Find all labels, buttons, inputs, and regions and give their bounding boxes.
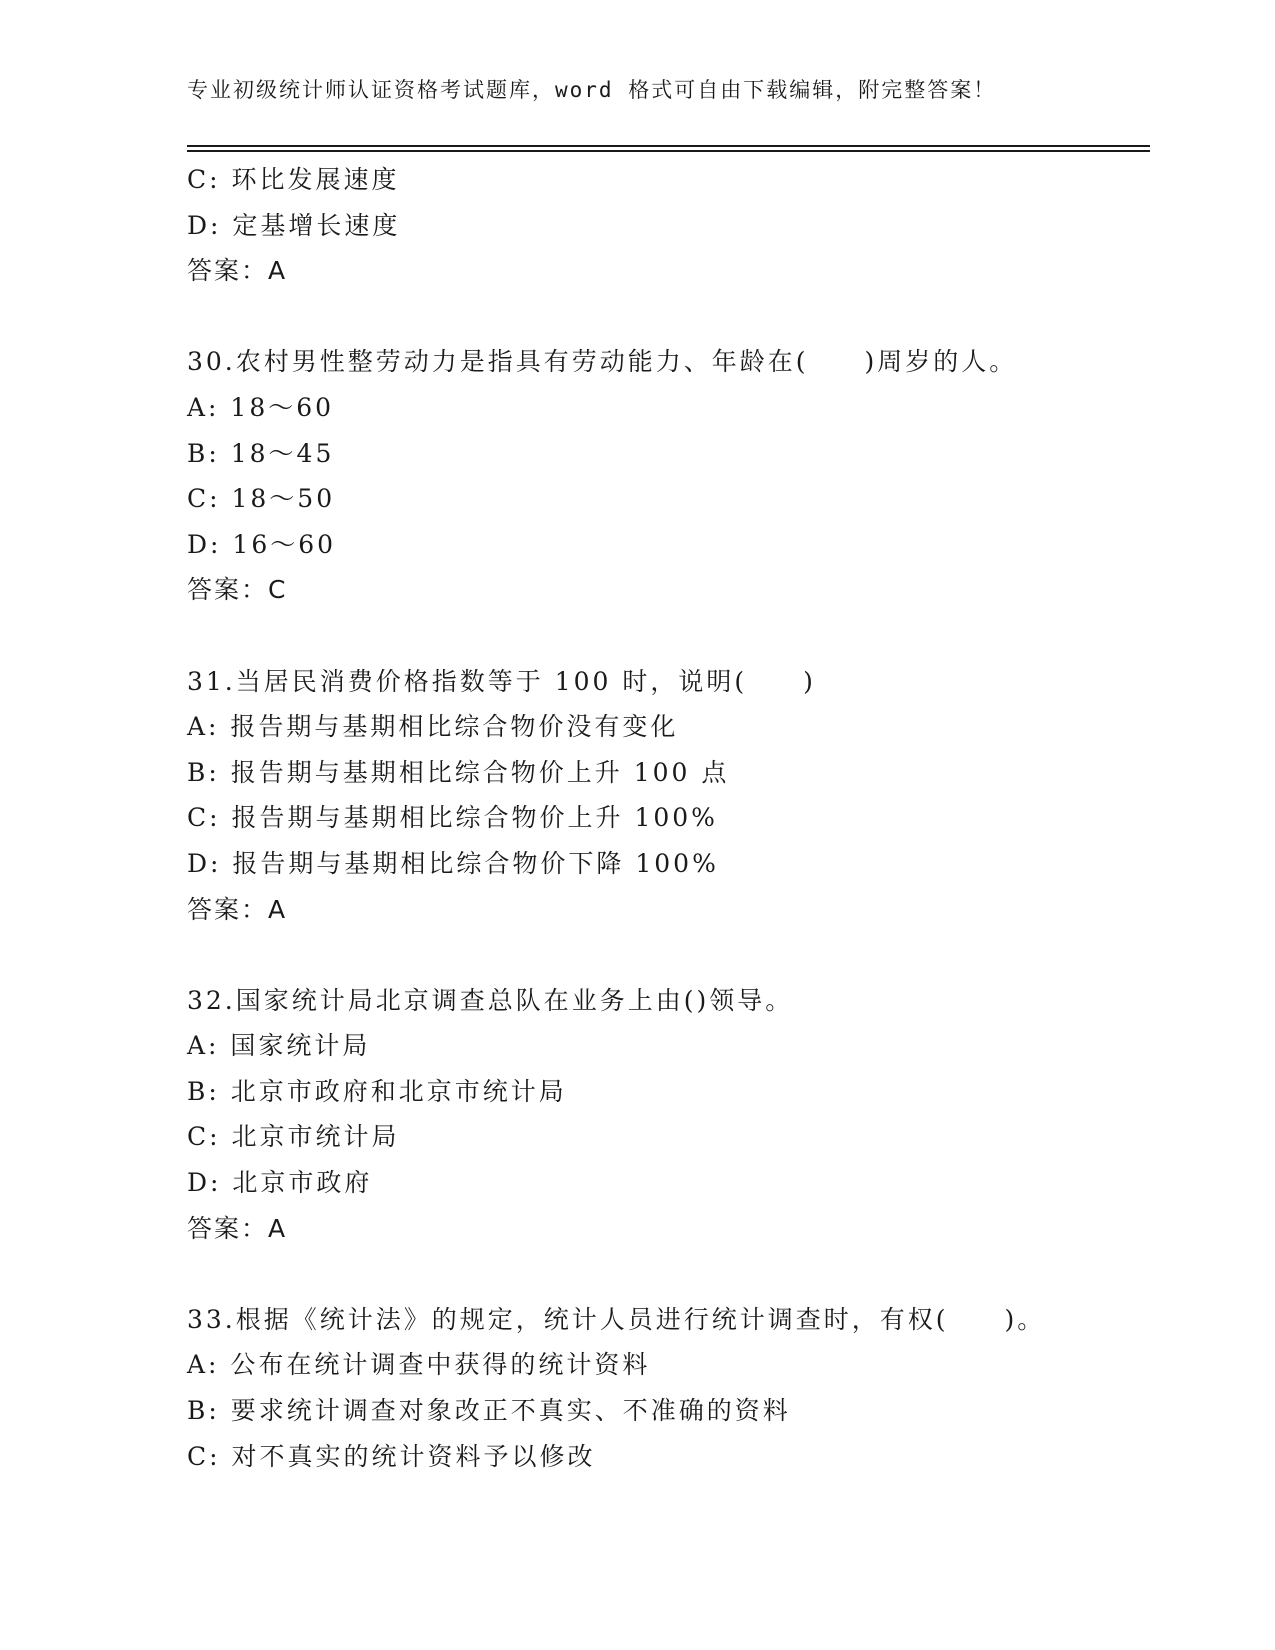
page-header: 专业初级统计师认证资格考试题库，word 格式可自由下载编辑，附完整答案！ [187, 78, 997, 102]
option-c: C: 报告期与基期相比综合物价上升 100% [187, 803, 718, 833]
option-d: D: 16～60 [187, 529, 337, 559]
question-text: 32.国家统计局北京调查总队在业务上由()领导。 [187, 985, 794, 1015]
option-a: A: 18～60 [187, 392, 335, 422]
spacer [187, 1251, 1150, 1297]
option-c: C: 环比发展速度 [187, 165, 400, 194]
question-30 [187, 339, 1150, 613]
question-31 [187, 659, 1150, 933]
answer: 答案：A [187, 256, 288, 286]
option-b: B: 报告期与基期相比综合物价上升 100 点 [187, 757, 730, 787]
option-d: D: 定基增长速度 [187, 210, 401, 240]
question-text: 33.根据《统计法》的规定，统计人员进行统计调查时，有权( )。 [187, 1304, 1046, 1334]
question-33 [187, 1297, 1150, 1479]
spacer [187, 613, 1150, 659]
document-body [187, 157, 1150, 1479]
option-a: A: 报告期与基期相比综合物价没有变化 [187, 712, 679, 742]
question-29-tail [187, 157, 1150, 294]
option-c: C: 18～50 [187, 484, 336, 514]
option-c: C: 对不真实的统计资料予以修改 [187, 1441, 596, 1471]
option-a: A: 公布在统计调查中获得的统计资料 [187, 1350, 651, 1380]
option-c: C: 北京市统计局 [187, 1122, 400, 1152]
option-d: D: 北京市政府 [187, 1168, 373, 1198]
question-32 [187, 978, 1150, 1252]
option-b: B: 18～45 [187, 438, 335, 468]
answer: 答案：C [187, 575, 288, 605]
answer: 答案：A [187, 894, 288, 924]
option-b: B: 要求统计调查对象改正不真实、不准确的资料 [187, 1396, 791, 1426]
spacer [187, 932, 1150, 978]
option-d: D: 报告期与基期相比综合物价下降 100% [187, 848, 719, 878]
option-a: A: 国家统计局 [187, 1031, 371, 1061]
option-b: B: 北京市政府和北京市统计局 [187, 1076, 567, 1106]
question-text: 31.当居民消费价格指数等于 100 时，说明( ) [187, 666, 816, 696]
question-text: 30.农村男性整劳动力是指具有劳动能力、年龄在( )周岁的人。 [187, 347, 1018, 377]
header-rule-bottom [187, 150, 1150, 152]
spacer [187, 294, 1150, 340]
header-rule-top [187, 145, 1150, 147]
answer: 答案：A [187, 1213, 288, 1243]
